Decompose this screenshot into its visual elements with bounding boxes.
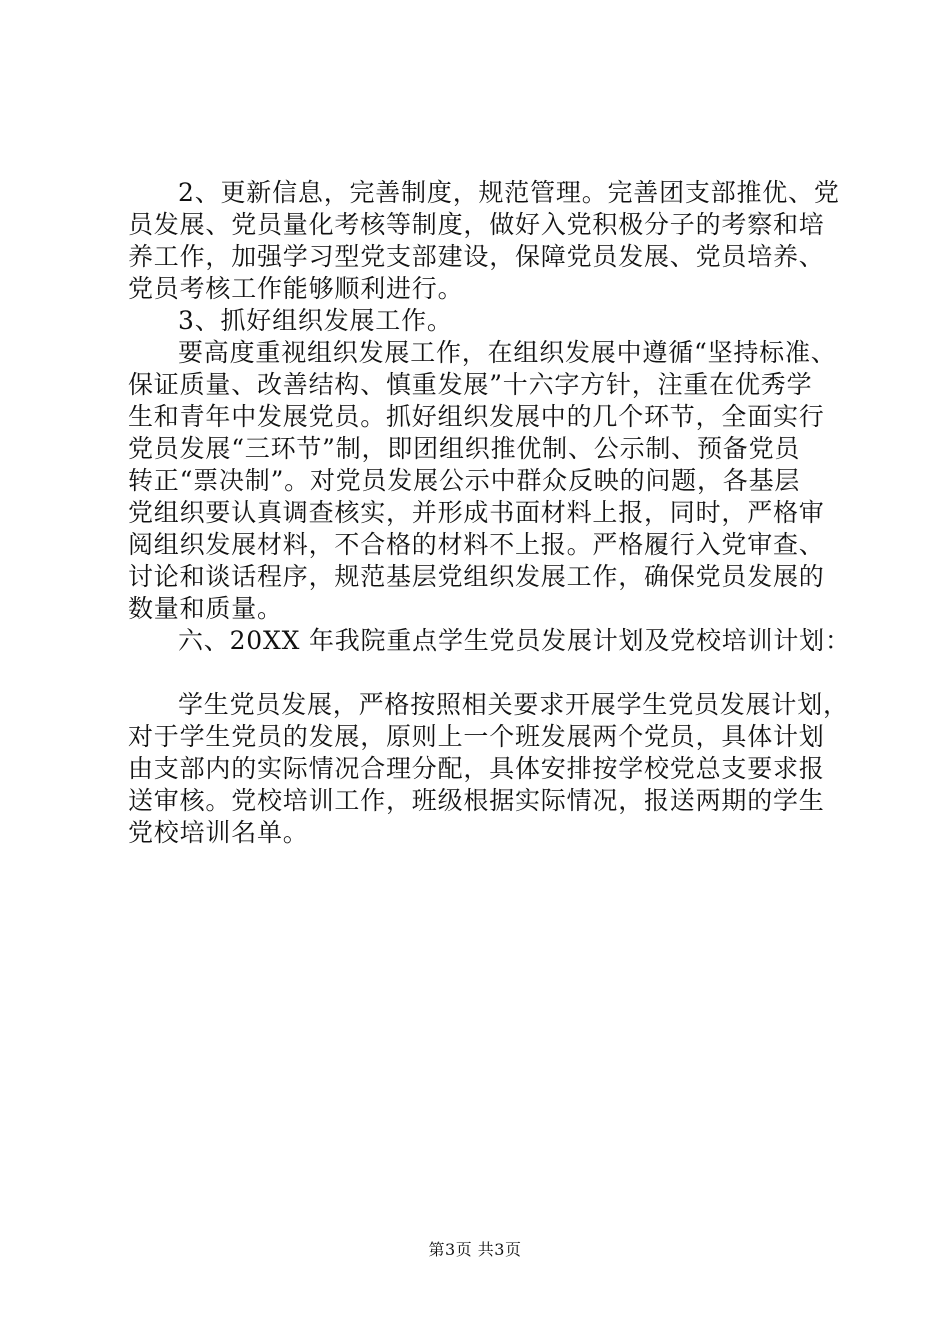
- paragraph-5-line-5: 党校培训名单。: [128, 818, 309, 847]
- paragraph-1-line-2: 员发展、党员量化考核等制度，做好入党积极分子的考察和培: [128, 210, 825, 239]
- section-heading: 六、20XX 年我院重点学生党员发展计划及党校培训计划：: [178, 626, 851, 655]
- paragraph-3-line-4: 党员发展“三环节”制，即团组织推优制、公示制、预备党员: [128, 434, 801, 463]
- page-number-footer: 第3页 共3页: [428, 1240, 522, 1259]
- paragraph-5-line-3: 由支部内的实际情况合理分配，具体安排按学校党总支要求报: [128, 754, 825, 783]
- paragraph-5-line-2: 对于学生党员的发展，原则上一个班发展两个党员，具体计划: [128, 722, 825, 751]
- paragraph-5-line-1: 学生党员发展，严格按照相关要求开展学生党员发展计划，: [178, 690, 849, 719]
- paragraph-3-line-9: 数量和质量。: [128, 594, 283, 623]
- paragraph-3-line-3: 生和青年中发展党员。抓好组织发展中的几个环节，全面实行: [128, 402, 825, 431]
- paragraph-1-line-4: 党员考核工作能够顺利进行。: [128, 274, 464, 303]
- paragraph-3-line-8: 讨论和谈话程序，规范基层党组织发展工作，确保党员发展的: [128, 562, 825, 591]
- paragraph-3-line-2: 保证质量、改善结构、慎重发展”十六字方针，注重在优秀学: [128, 370, 813, 399]
- paragraph-1-line-1: 2、更新信息，完善制度，规范管理。完善团支部推优、党: [178, 178, 840, 207]
- paragraph-3-line-5: 转正“票决制”。对党员发展公示中群众反映的问题，各基层: [128, 466, 801, 495]
- paragraph-1-line-3: 养工作，加强学习型党支部建设，保障党员发展、党员培养、: [128, 242, 825, 271]
- paragraph-3-line-1: 要高度重视组织发展工作，在组织发展中遵循“坚持标准、: [178, 338, 837, 367]
- paragraph-3-line-6: 党组织要认真调查核实，并形成书面材料上报，同时，严格审: [128, 498, 825, 527]
- paragraph-3-line-7: 阅组织发展材料，不合格的材料不上报。严格履行入党审查、: [128, 530, 825, 559]
- paragraph-5-line-4: 送审核。党校培训工作，班级根据实际情况，报送两期的学生: [128, 786, 825, 815]
- paragraph-2-line-1: 3、抓好组织发展工作。: [178, 306, 453, 335]
